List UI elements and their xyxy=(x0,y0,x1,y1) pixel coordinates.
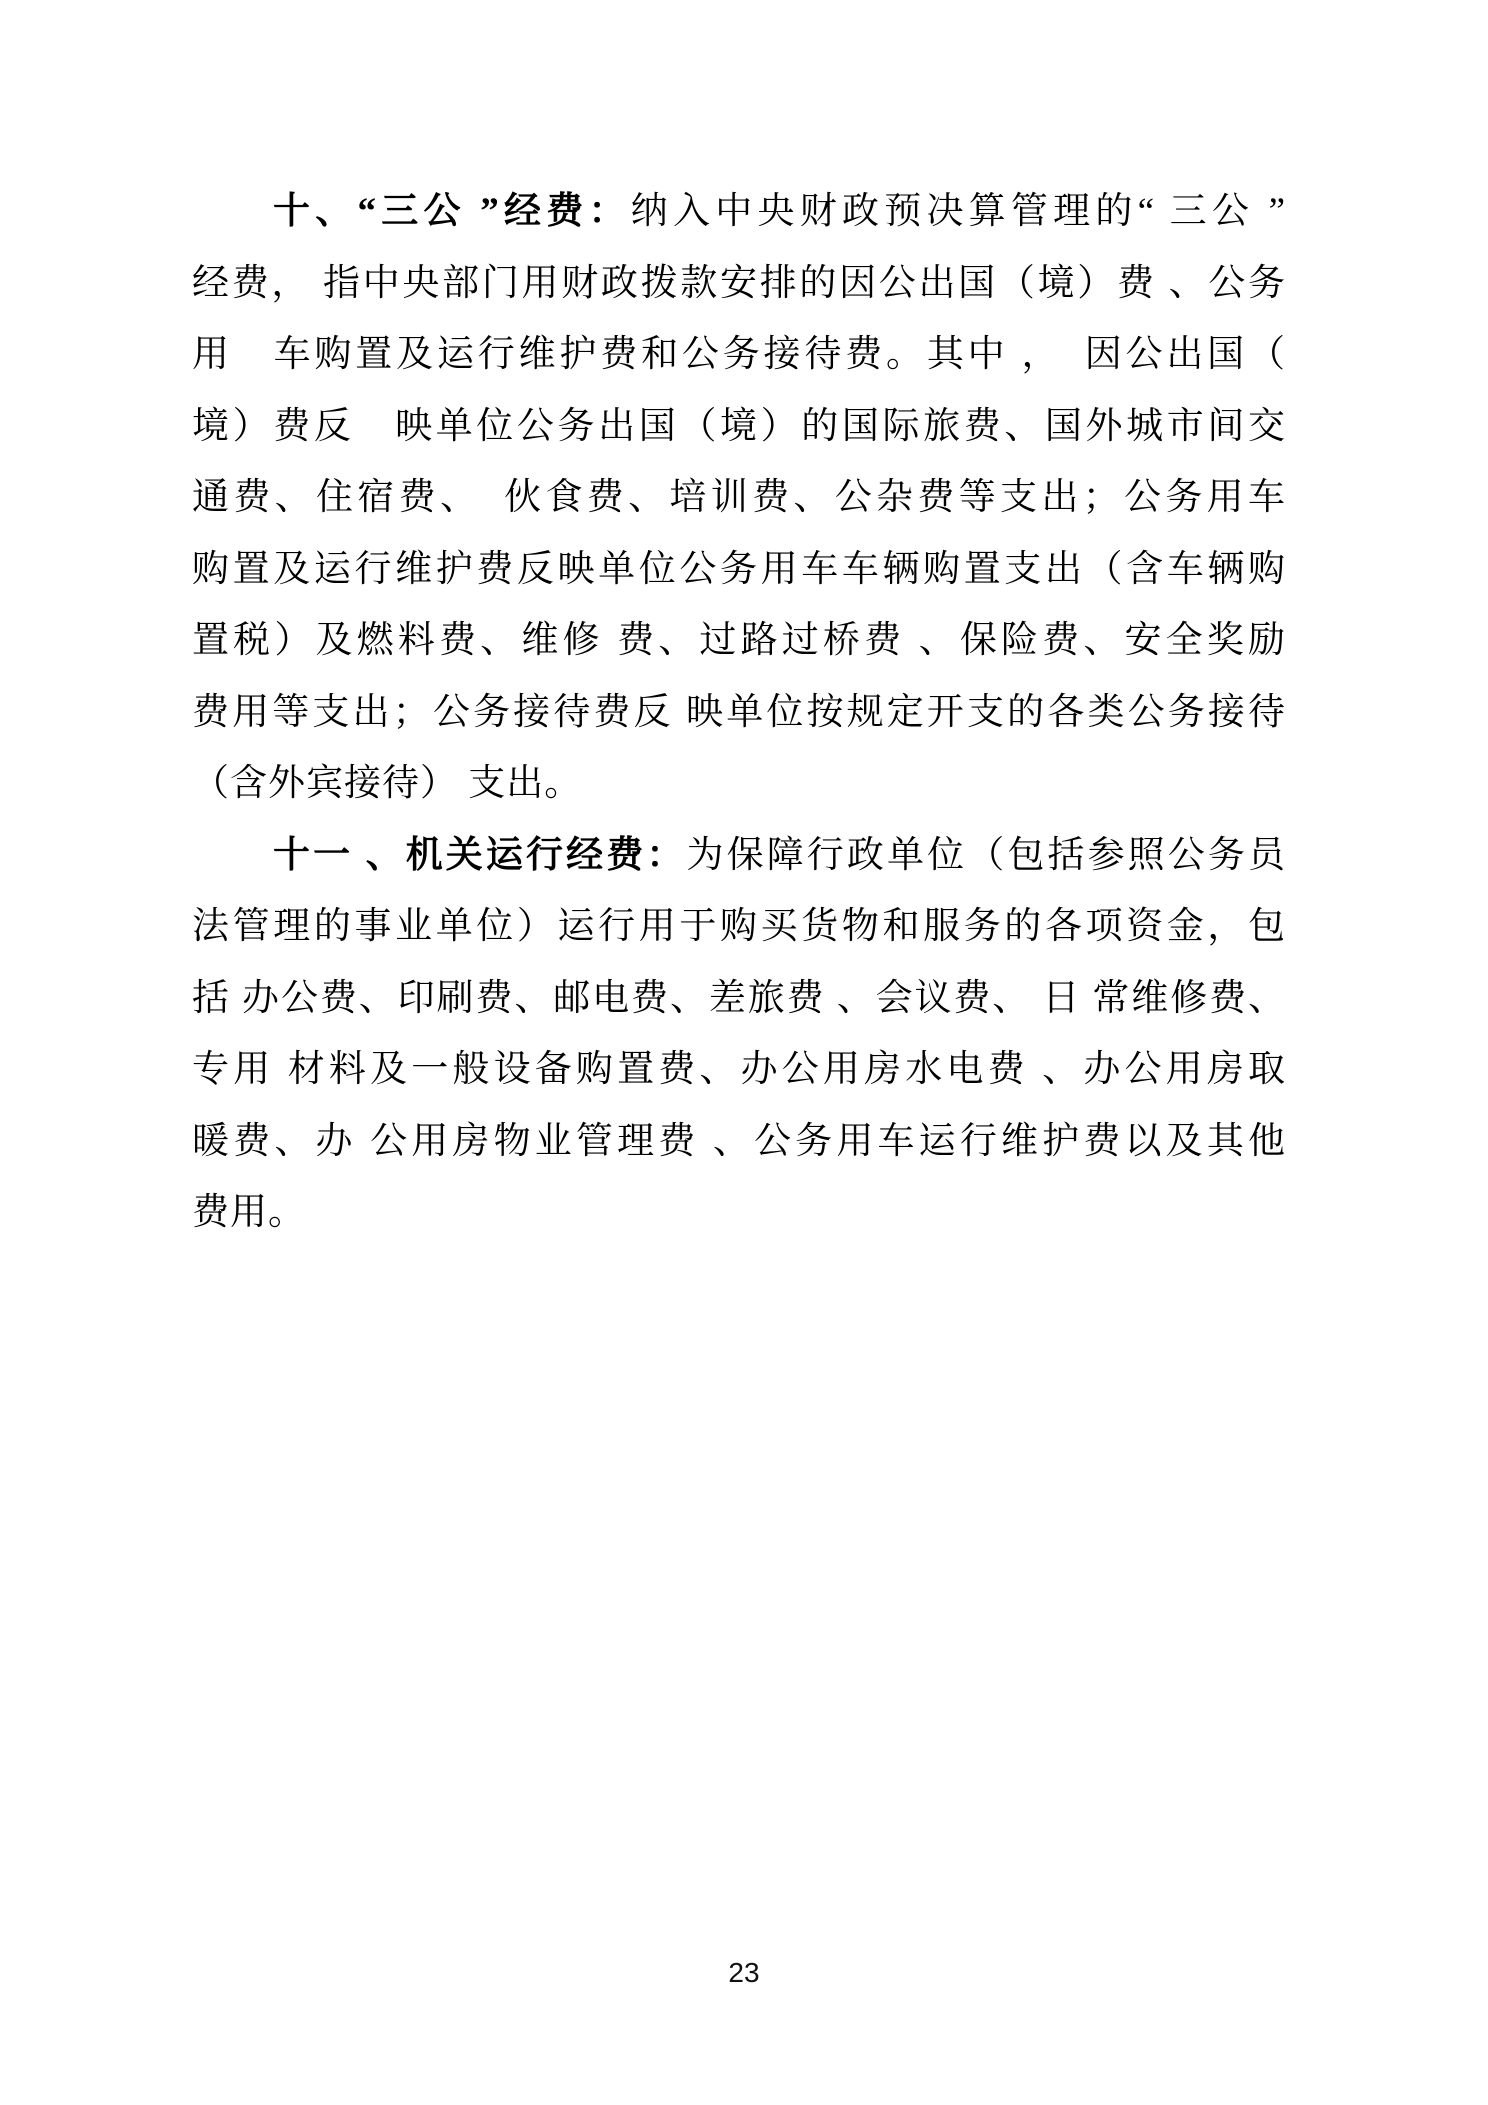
text-line xyxy=(192,1034,1286,1106)
text-segment: 费用等支出；公务接待费反 映单位按规定开支的各类公务接待 xyxy=(192,691,1286,733)
text-segment: 通费、住宿费、 伙食费、培训费、公杂费等支出；公务用车 xyxy=(192,477,1286,518)
text-line xyxy=(192,1177,1286,1249)
page-number: 23 xyxy=(728,1957,760,1988)
text-line xyxy=(192,319,1286,391)
text-segment: 购置及运行维护费反映单位公务用车车辆购置支出（含车辆购 xyxy=(192,548,1286,590)
text-line xyxy=(192,534,1286,606)
text-segment: 括 办公费、印刷费、邮电费、差旅费 、会议费、 日 常维修费、 xyxy=(192,977,1286,1019)
text-line xyxy=(192,891,1286,963)
text-line xyxy=(192,462,1286,534)
para-sangong-funds xyxy=(192,176,1286,820)
text-segment: 纳入中央财政预决算管理的“ 三公 ” xyxy=(630,191,1286,232)
para-agency-operating-funds xyxy=(192,820,1286,1249)
text-segment: 暖费、办 公用房物业管理费 、公务用车运行维护费以及其他 xyxy=(192,1120,1286,1162)
text-line xyxy=(192,677,1286,749)
text-line xyxy=(192,605,1286,677)
text-line xyxy=(192,391,1286,463)
text-segment: 用 车购置及运行维护费和公务接待费。其中 ， 因公出国（ xyxy=(192,334,1286,375)
document-body xyxy=(192,176,1286,1249)
text-segment: 专用 材料及一般设备购置费、办公用房水电费 、办公用房取 xyxy=(192,1049,1286,1090)
text-segment: 为保障行政单位（包括参照公务员 xyxy=(686,834,1287,876)
bold-heading-segment: 十、“三公 ”经费： xyxy=(273,191,631,232)
text-segment: 费用。 xyxy=(192,1192,306,1233)
text-line xyxy=(192,1106,1286,1178)
text-segment: （含外宾接待） 支出。 xyxy=(192,763,583,804)
text-line xyxy=(192,820,1286,892)
text-line xyxy=(192,963,1286,1035)
text-segment: 法管理的事业单位）运行用于购买货物和服务的各项资金，包 xyxy=(192,906,1286,947)
text-line xyxy=(192,748,1286,820)
text-segment: 置税）及燃料费、维修 费、过路过桥费 、保险费、安全奖励 xyxy=(192,620,1286,661)
text-line xyxy=(192,176,1286,248)
text-segment: 境）费反 映单位公务出国（境）的国际旅费、国外城市间交 xyxy=(192,405,1286,447)
bold-heading-segment: 十一 、机关运行经费： xyxy=(273,834,687,876)
text-line xyxy=(192,248,1286,320)
text-segment: 经费， 指中央部门用财政拨款安排的因公出国（境）费 、公务 xyxy=(192,262,1286,304)
